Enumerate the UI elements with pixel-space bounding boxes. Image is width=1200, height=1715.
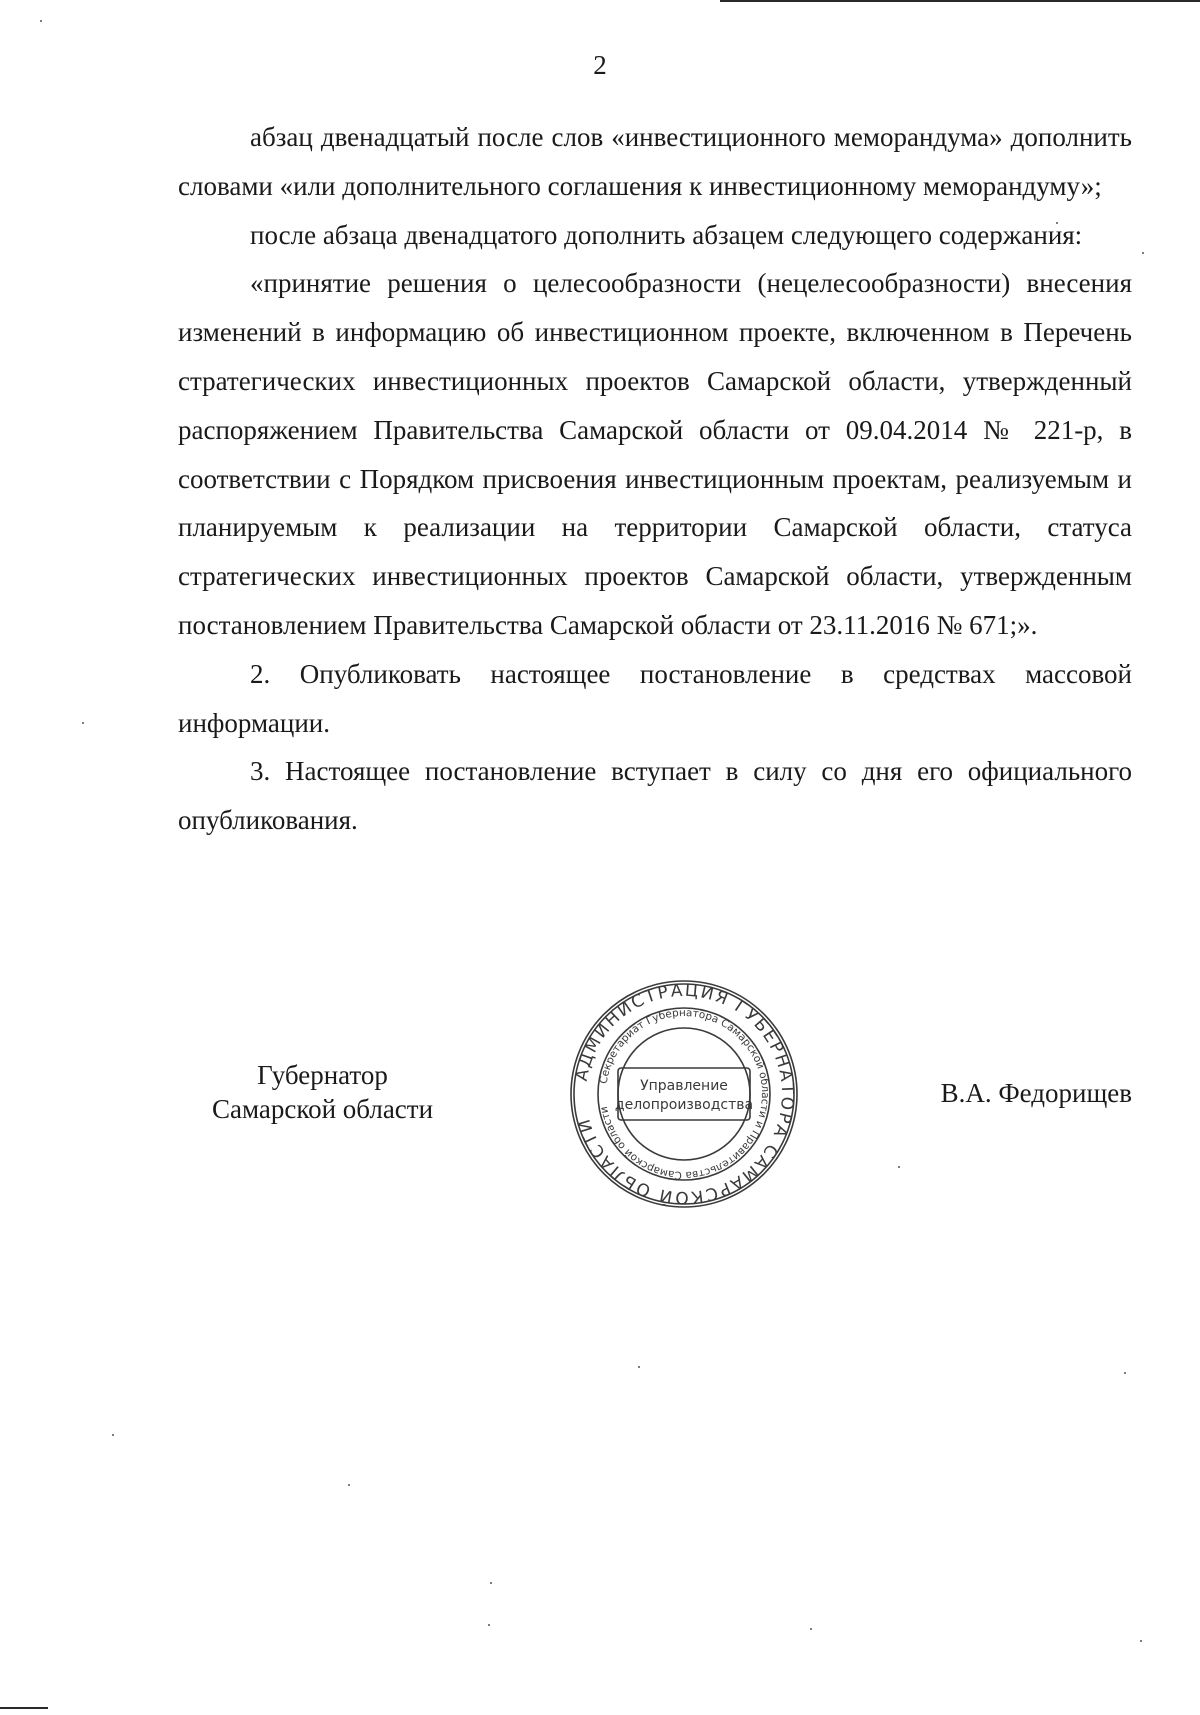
paragraph: после абзаца двенадцатого дополнить абзацем следующего содержания: bbox=[250, 219, 1083, 250]
signatory-name: В.А. Федорищев bbox=[940, 1078, 1132, 1108]
paragraph: 3. Настоящее постановление вступает в силу со дня его официального опубликования. bbox=[178, 756, 1132, 836]
paragraph: «принятие решения о целесообразности (нецелесообразности) внесения изменений в информацию об инвестиционном проекте, включенном в Перечень стратегических инвестиционных проектов Самарской области, утвержденный распоряжением Правительства Самарской области от 09.04.2014 № 221-р, в соответствии с Порядком присвоения инвестиционным проектам, реализуемым и планируемым к реализации на территории Самарской области, статуса стратегических инвестиционных проектов Самарской области, утвержденным постановлением Правительства Самарской области от 23.11.2016 № 671;». bbox=[178, 268, 1132, 640]
paragraph: 2. Опубликовать настоящее постановление в средствах массовой информации. bbox=[178, 658, 1132, 738]
signatory-position-line: Самарской области bbox=[211, 1094, 434, 1124]
seal-center-text: Управление bbox=[640, 1078, 728, 1094]
scan-speck bbox=[638, 1366, 640, 1368]
seal-inner-ring bbox=[618, 1028, 750, 1160]
document-body bbox=[178, 113, 1132, 845]
scan-speck bbox=[40, 20, 42, 22]
scan-speck bbox=[348, 1484, 350, 1486]
scan-speck bbox=[1124, 1372, 1126, 1374]
scan-artifact-top bbox=[720, 0, 1200, 2]
scan-speck bbox=[898, 1166, 900, 1168]
seal-center-text: делопроизводства bbox=[614, 1097, 754, 1113]
seal-inner-text: Секретариат Губернатора Самарской области и Правительства Самарской области bbox=[597, 1006, 772, 1182]
scan-speck bbox=[1140, 1640, 1142, 1642]
scan-speck bbox=[1142, 252, 1144, 254]
signatory-position bbox=[190, 1058, 455, 1126]
seal-outer-text: АДМИНИСТРАЦИЯ ГУБЕРНАТОРА САМАРСКОЙ ОБЛАСТИ bbox=[571, 980, 798, 1208]
scan-speck bbox=[82, 722, 84, 724]
paragraph: абзац двенадцатый после слов «инвестиционного меморандума» дополнить словами «или дополнительного соглашения к инвестиционному меморандуму»; bbox=[178, 122, 1132, 201]
official-seal-stamp bbox=[568, 978, 800, 1210]
signatory-position-line: Губернатор bbox=[257, 1060, 388, 1090]
scan-speck bbox=[112, 1434, 114, 1436]
scan-speck bbox=[490, 1582, 492, 1584]
page-number: 2 bbox=[593, 50, 607, 80]
scan-artifact-bottom bbox=[0, 1707, 48, 1709]
scan-speck bbox=[810, 1628, 812, 1630]
scan-speck bbox=[488, 1624, 490, 1626]
